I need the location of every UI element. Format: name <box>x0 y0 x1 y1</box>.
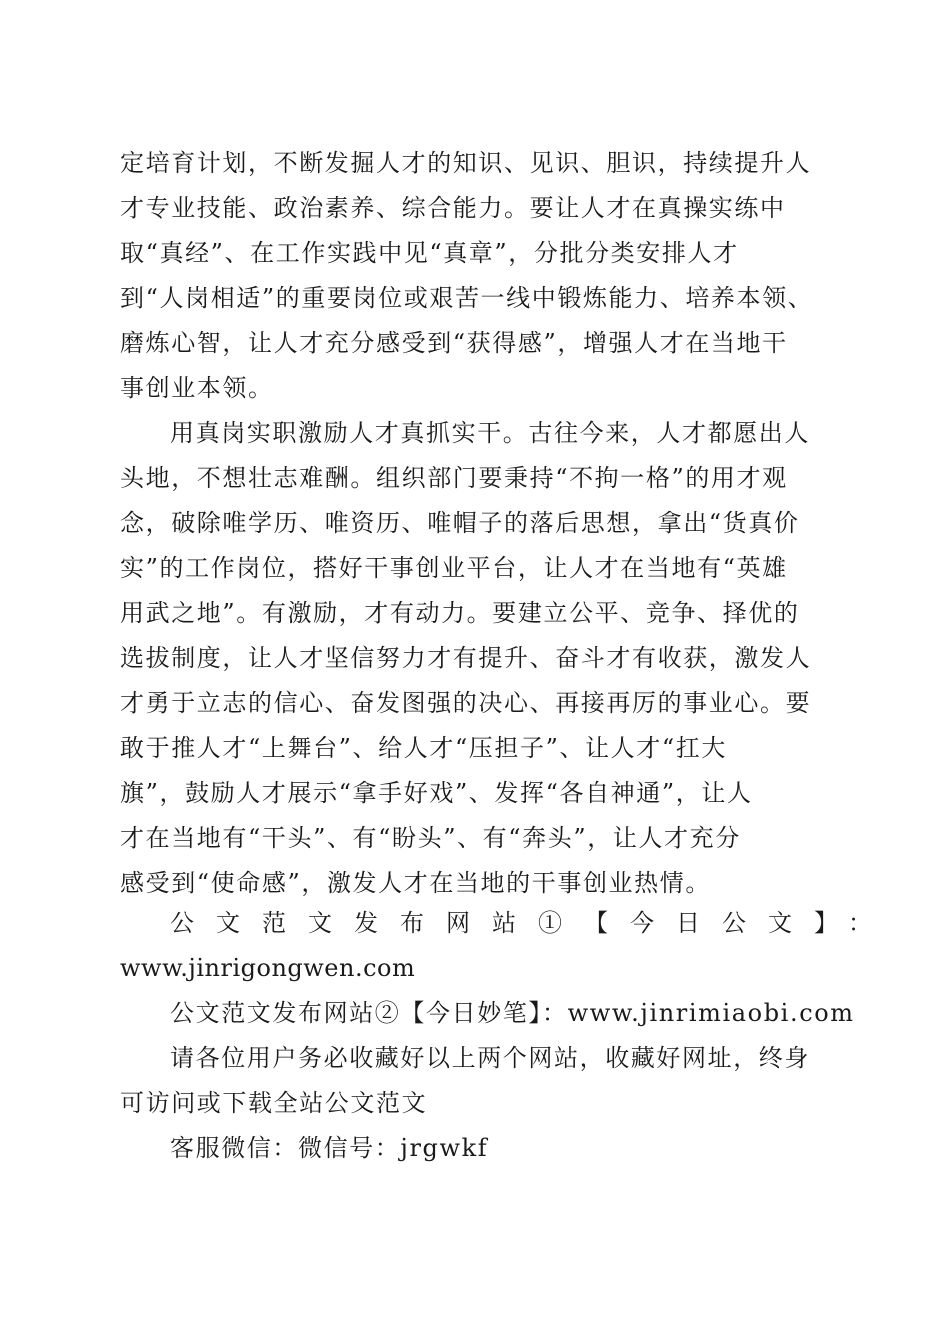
notice-line-2: 可访问或下载全站公文范文 <box>120 1089 428 1117</box>
paragraph2-line-11: 感受到“使命感”，激发人才在当地的干事创业热情。 <box>120 869 711 897</box>
notice-line-1: 请各位用户务必收藏好以上两个网站，收藏好网址，终身 <box>170 1044 810 1072</box>
paragraph1-line-3: 取“真经”、在工作实践中见“真章”，分批分类安排人才 <box>120 239 739 267</box>
paragraph1-line-4: 到“人岗相适”的重要岗位或艰苦一线中锻炼能力、培养本领、 <box>120 284 814 312</box>
paragraph1-line-2: 才专业技能、政治素养、综合能力。要让人才在真操实练中 <box>120 194 786 222</box>
site1-label: 公文范文发布网站①【今日公文】： <box>170 909 894 937</box>
paragraph1-line-5: 磨炼心智，让人才充分感受到“获得感”，增强人才在当地干 <box>120 329 788 357</box>
paragraph2-line-1: 用真岗实职激励人才真抓实干。古往今来，人才都愿出人 <box>170 419 810 447</box>
paragraph2-line-5: 用武之地”。有激励，才有动力。要建立公平、竞争、择优的 <box>120 599 800 627</box>
paragraph2-line-3: 念，破除唯学历、唯资历、唯帽子的落后思想，拿出“货真价 <box>120 509 800 537</box>
paragraph2-line-2: 头地，不想壮志难酬。组织部门要秉持“不拘一格”的用才观 <box>120 464 788 492</box>
service-contact: 客服微信：微信号：jrgwkf <box>170 1134 489 1162</box>
paragraph1-line-1: 定培育计划，不断发掘人才的知识、见识、胆识，持续提升人 <box>120 149 812 177</box>
paragraph2-line-6: 选拔制度，让人才坚信努力才有提升、奋斗才有收获，激发人 <box>120 644 812 672</box>
paragraph2-line-8: 敢于推人才“上舞台”、给人才“压担子”、让人才“扛大 <box>120 734 727 762</box>
paragraph2-line-9: 旗”，鼓励人才展示“拿手好戏”、发挥“各自神通”，让人 <box>120 779 753 807</box>
paragraph2-line-7: 才勇于立志的信心、奋发图强的决心、再接再厉的事业心。要 <box>120 689 812 717</box>
paragraph2-line-4: 实”的工作岗位，搭好干事创业平台，让人才在当地有“英雄 <box>120 554 788 582</box>
paragraph1-line-6: 事创业本领。 <box>120 374 274 402</box>
site2-line: 公文范文发布网站②【今日妙笔】：www.jinrimiaobi.com <box>170 999 855 1027</box>
paragraph2-line-10: 才在当地有“干头”、有“盼头”、有“奔头”，让人才充分 <box>120 824 741 852</box>
site1-url: www.jinrigongwen.com <box>120 954 416 982</box>
